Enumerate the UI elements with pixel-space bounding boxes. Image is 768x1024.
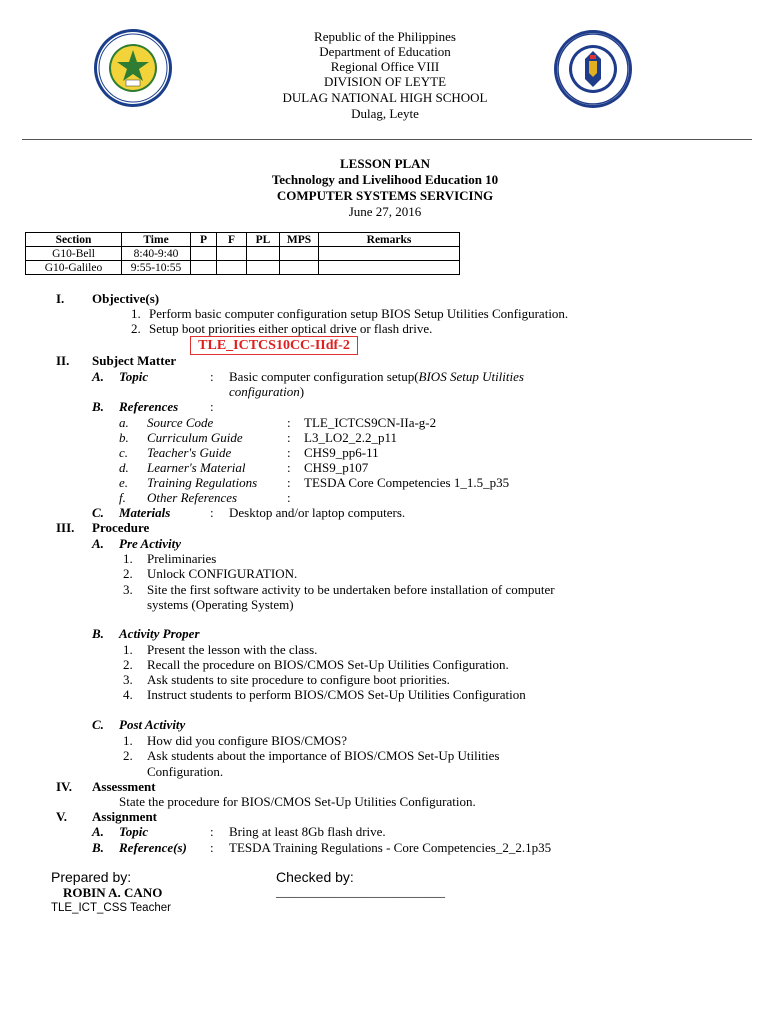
- cell-time: 8:40-9:40: [122, 247, 191, 261]
- header-department: Department of Education: [319, 44, 451, 59]
- prepared-by-label: Prepared by:: [51, 869, 132, 885]
- materials-letter: C.: [92, 505, 104, 520]
- list-number: 2.: [131, 321, 141, 336]
- post-activity-item: How did you configure BIOS/CMOS?: [147, 733, 348, 748]
- col-pl: PL: [247, 233, 280, 247]
- list-number: 1.: [123, 551, 133, 566]
- list-number: 3.: [123, 672, 133, 687]
- cell-mps: [280, 261, 319, 275]
- checked-by-label: Checked by:: [276, 869, 354, 885]
- header-location: Dulag, Leyte: [351, 106, 419, 121]
- list-number: 4.: [123, 687, 133, 702]
- col-p: P: [191, 233, 217, 247]
- header-school: DULAG NATIONAL HIGH SCHOOL: [282, 90, 488, 105]
- colon: :: [210, 824, 214, 839]
- header-divider: [22, 139, 752, 140]
- pre-activity-item: Unlock CONFIGURATION.: [147, 566, 298, 581]
- topic-label: Topic: [119, 369, 149, 384]
- assignment-topic-letter: A.: [92, 824, 104, 839]
- ref-letter: c.: [119, 445, 129, 460]
- header-republic: Republic of the Philippines: [314, 29, 456, 44]
- assignment-num: V.: [56, 809, 67, 824]
- colon: :: [287, 445, 291, 460]
- doc-title: LESSON PLAN: [340, 156, 430, 171]
- activity-proper-label: Activity Proper: [119, 626, 200, 641]
- ref-letter: d.: [119, 460, 129, 475]
- col-time: Time: [122, 233, 191, 247]
- list-number: 1.: [123, 642, 133, 657]
- materials-label: Materials: [119, 505, 171, 520]
- topic-value-italic: BIOS Setup Utilities: [418, 369, 524, 384]
- cell-f: [217, 261, 247, 275]
- activity-proper-item: Recall the procedure on BIOS/CMOS Set-Up Utilities Configuration.: [147, 657, 509, 672]
- post-activity-item-cont: Configuration.: [147, 764, 224, 779]
- ref-label: Curriculum Guide: [147, 430, 243, 445]
- ref-value: L3_LO2_2.2_p11: [304, 430, 398, 445]
- activity-proper-item: Present the lesson with the class.: [147, 642, 318, 657]
- post-activity-label: Post Activity: [119, 717, 186, 732]
- cell-p: [191, 261, 217, 275]
- col-f: F: [217, 233, 247, 247]
- ref-label: Other References: [147, 490, 238, 505]
- cell-remarks: [319, 247, 460, 261]
- list-number: 1.: [123, 733, 133, 748]
- cell-section: G10-Bell: [26, 247, 122, 261]
- assignment-ref-value: TESDA Training Regulations - Core Competencies_2_2.1p35: [229, 840, 552, 855]
- list-number: 2.: [123, 748, 133, 763]
- ref-value: TLE_ICTCS9CN-IIa-g-2: [304, 415, 437, 430]
- pre-activity-label: Pre Activity: [119, 536, 181, 551]
- topic-letter: A.: [92, 369, 104, 384]
- topic-value: [229, 369, 524, 384]
- procedure-heading: Procedure: [92, 520, 150, 535]
- list-number: 2.: [123, 657, 133, 672]
- cell-p: [191, 247, 217, 261]
- ref-value: TESDA Core Competencies 1_1.5_p35: [304, 475, 510, 490]
- pre-activity-item: Site the first software activity to be undertaken before installation of computer: [147, 582, 555, 597]
- cell-f: [217, 247, 247, 261]
- list-number: 3.: [123, 582, 133, 597]
- post-activity-letter: C.: [92, 717, 104, 732]
- header-region: Regional Office VIII: [330, 59, 440, 74]
- pre-activity-item-cont: systems (Operating System): [147, 597, 294, 612]
- assignment-heading: Assignment: [92, 809, 158, 824]
- col-remarks: Remarks: [319, 233, 460, 247]
- ref-label: Training Regulations: [147, 475, 258, 490]
- topic-value-cont: configuration): [229, 384, 305, 399]
- cell-pl: [247, 247, 280, 261]
- subject-title: Technology and Livelihood Education 10: [271, 172, 499, 187]
- cell-section: G10-Galileo: [26, 261, 122, 275]
- colon: :: [287, 415, 291, 430]
- procedure-num: III.: [56, 520, 75, 535]
- subject-matter-heading: Subject Matter: [92, 353, 177, 368]
- prepared-by-name: ROBIN A. CANO: [63, 885, 163, 900]
- schedule-table: [25, 232, 460, 275]
- ref-value: CHS9_p107: [304, 460, 369, 475]
- activity-proper-item: Ask students to site procedure to configure boot priorities.: [147, 672, 450, 687]
- objective-num: I.: [56, 291, 65, 306]
- refs-letter: B.: [92, 399, 104, 414]
- ref-value: CHS9_pp6-11: [304, 445, 379, 460]
- colon: :: [210, 369, 214, 384]
- topic-value-text: Basic computer configuration setup(: [229, 369, 419, 384]
- pre-activity-letter: A.: [92, 536, 104, 551]
- colon: :: [287, 430, 291, 445]
- activity-proper-item: Instruct students to perform BIOS/CMOS Set-Up Utilities Configuration: [147, 687, 526, 702]
- signature-line: __________________________: [276, 884, 445, 899]
- objective-item: Perform basic computer configuration setup BIOS Setup Utilities Configuration.: [149, 306, 569, 321]
- colon: :: [287, 490, 291, 505]
- topic-value-italic: configuration: [229, 384, 300, 399]
- table-row: [26, 261, 460, 275]
- colon: :: [210, 840, 214, 855]
- post-activity-item: Ask students about the importance of BIOS/CMOS Set-Up Utilities: [147, 748, 500, 763]
- colon: :: [210, 399, 214, 414]
- competency-code-box: TLE_ICTCS10CC-IIdf-2: [190, 336, 358, 355]
- subject-matter-num: II.: [56, 353, 70, 368]
- table-row: [26, 247, 460, 261]
- assignment-topic-label: Topic: [119, 824, 149, 839]
- activity-proper-letter: B.: [92, 626, 104, 641]
- cell-mps: [280, 247, 319, 261]
- refs-label: References: [119, 399, 179, 414]
- col-mps: MPS: [280, 233, 319, 247]
- ref-label: Learner's Material: [147, 460, 246, 475]
- table-header-row: [26, 233, 460, 247]
- ref-letter: a.: [119, 415, 129, 430]
- prepared-by-title: TLE_ICT_CSS Teacher: [51, 902, 171, 914]
- objective-item: Setup boot priorities either optical drive or flash drive.: [149, 321, 433, 336]
- colon: :: [210, 505, 214, 520]
- materials-value: Desktop and/or laptop computers.: [229, 505, 406, 520]
- header-division: DIVISION OF LEYTE: [323, 74, 447, 89]
- ref-letter: e.: [119, 475, 129, 490]
- list-number: 2.: [123, 566, 133, 581]
- course-title: COMPUTER SYSTEMS SERVICING: [276, 188, 494, 203]
- cell-remarks: [319, 261, 460, 275]
- assessment-text: State the procedure for BIOS/CMOS Set-Up Utilities Configuration.: [119, 794, 476, 809]
- cell-time: 9:55-10:55: [122, 261, 191, 275]
- assignment-ref-label: Reference(s): [119, 840, 187, 855]
- ref-letter: f.: [119, 490, 126, 505]
- colon: :: [287, 475, 291, 490]
- colon: :: [287, 460, 291, 475]
- list-number: 1.: [131, 306, 141, 321]
- ref-label: Source Code: [147, 415, 214, 430]
- cell-pl: [247, 261, 280, 275]
- ref-letter: b.: [119, 430, 129, 445]
- assessment-num: IV.: [56, 779, 73, 794]
- col-section: Section: [26, 233, 122, 247]
- objective-heading: Objective(s): [92, 291, 160, 306]
- assignment-ref-letter: B.: [92, 840, 104, 855]
- assignment-topic-value: Bring at least 8Gb flash drive.: [229, 824, 386, 839]
- title-block: [0, 156, 768, 220]
- lesson-date: June 27, 2016: [348, 204, 422, 219]
- pre-activity-item: Preliminaries: [147, 551, 217, 566]
- assessment-heading: Assessment: [92, 779, 156, 794]
- ref-label: Teacher's Guide: [147, 445, 232, 460]
